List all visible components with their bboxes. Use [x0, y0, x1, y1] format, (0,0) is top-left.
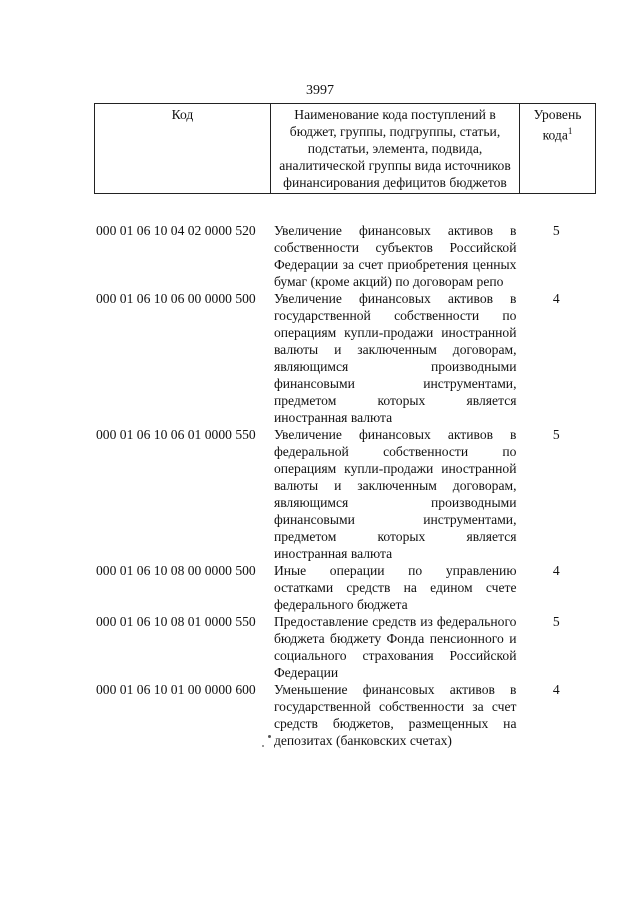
table-row: [96, 613, 596, 681]
row-name: Увеличение финансовых активов в федеральной собственности по операциям купли-продажи иностранной валюты и заключенным договорам, являющимся производными финансовыми инструментами, предметом которых является иностранная валюта: [273, 427, 517, 561]
row-name: Уменьшение финансовых активов в государственной собственности за счет средств бюджетов, размещенных на депозитах (банковских счетах): [273, 682, 517, 748]
row-level: 5: [552, 223, 560, 238]
row-name: Предоставление средств из федерального бюджета бюджету Фонда пенсионного и социального страхования Российской Федерации: [273, 614, 517, 680]
table-header: [94, 103, 596, 194]
row-level: 4: [552, 682, 560, 697]
table-row: [96, 681, 596, 749]
table-row: [96, 290, 596, 426]
row-name: Иные операции по управлению остатками средств на едином счете федерального бюджета: [273, 563, 517, 612]
header-level: [520, 104, 596, 194]
header-code: Код: [95, 104, 271, 194]
header-name: Наименование кода поступлений в бюджет, группы, подгруппы, статьи, подстатьи, элемента, подвида, аналитической группы вида источников финансирования дефицитов бюджетов: [271, 104, 520, 194]
row-name: Увеличение финансовых активов в собственности субъектов Российской Федерации за счет приобретения ценных бумаг (кроме акций) по договорам репо: [273, 223, 517, 289]
table-row: [96, 426, 596, 562]
scan-speck: [268, 735, 271, 738]
row-level: 5: [552, 614, 560, 629]
header-level-footnote: 1: [567, 126, 573, 136]
row-code: 000 01 06 10 06 01 0000 550: [96, 427, 256, 442]
row-code: 000 01 06 10 06 00 0000 500: [96, 291, 256, 306]
table-row: [96, 222, 596, 290]
table-row: [96, 562, 596, 613]
table-body: [96, 222, 596, 749]
row-level: 4: [552, 563, 560, 578]
row-code: 000 01 06 10 08 00 0000 500: [96, 563, 256, 578]
row-code: 000 01 06 10 01 00 0000 600: [96, 682, 256, 697]
row-name: Увеличение финансовых активов в государственной собственности по операциям купли-продажи иностранной валюты и заключенным договорам, являющимся производными финансовыми инструментами, предметом которых является иностранная валюта: [273, 291, 517, 425]
row-code: 000 01 06 10 04 02 0000 520: [96, 223, 256, 238]
row-level: 4: [552, 291, 560, 306]
page-number: 3997: [306, 83, 334, 98]
row-code: 000 01 06 10 08 01 0000 550: [96, 614, 256, 629]
scan-speck: [262, 745, 264, 747]
row-level: 5: [552, 427, 560, 442]
header-level-label: Уровень кода: [533, 107, 582, 143]
